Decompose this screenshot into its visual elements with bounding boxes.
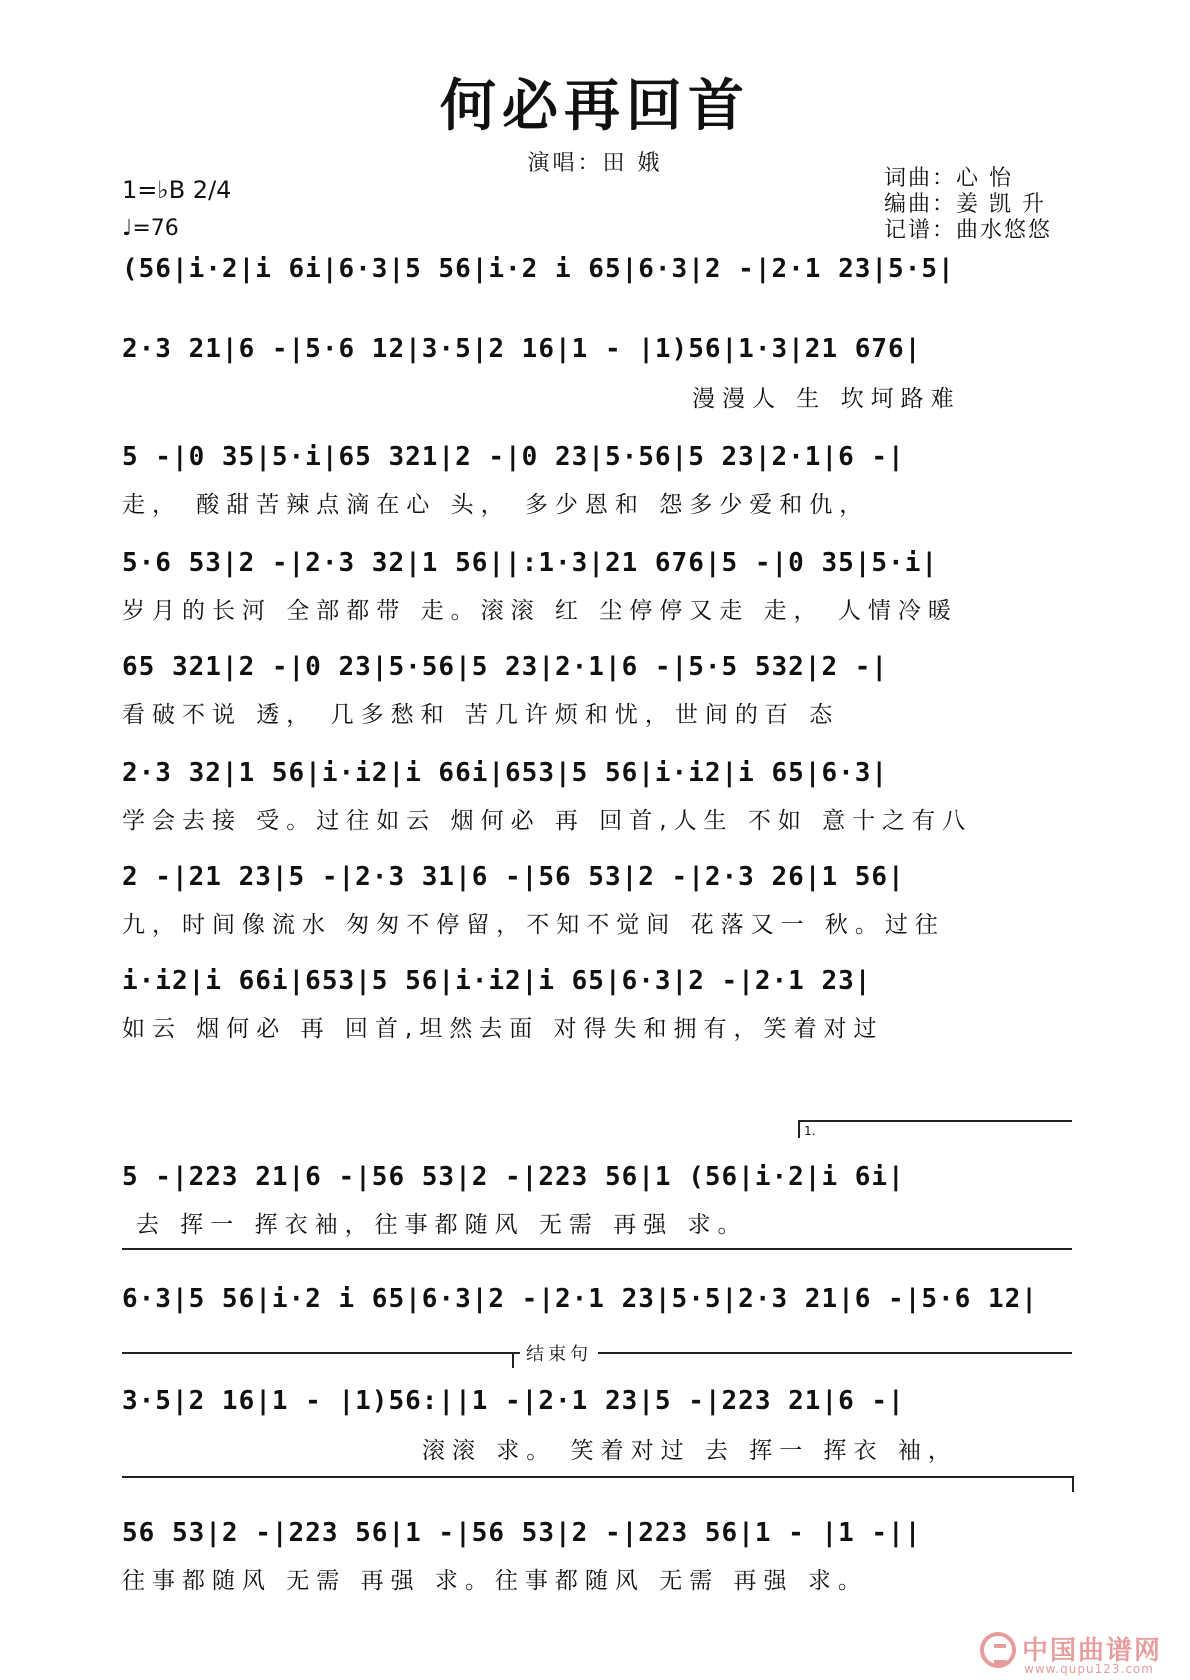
- volta-bracket-edge: [798, 1120, 800, 1138]
- notation-row: 2·3 21|6 -|5·6 12|3·5|2 16|1 - |1)56|1·3|21 676|: [122, 334, 922, 364]
- notation-row: 2·3 32|1 56|i·i2|i 66i|653|5 56|i·i2|i 65|6·3|: [122, 758, 889, 788]
- key-signature: 1=♭B 2/4: [122, 176, 232, 204]
- section-divider: [122, 1476, 1072, 1478]
- notation-row: i·i2|i 66i|653|5 56|i·i2|i 65|6·3|2 -|2·1 23|: [122, 966, 872, 996]
- lyric-row: 看破不说 透， 几多愁和 苦几许烦和忧，世间的百 态: [122, 702, 840, 728]
- lyric-row: 去 挥一 挥衣袖，往事都随风 无需 再强 求。: [136, 1212, 748, 1238]
- ending-section-label: 结束句: [520, 1340, 598, 1366]
- notation-row: 5 -|0 35|5·i|65 321|2 -|0 23|5·56|5 23|2·1|6 -|: [122, 442, 905, 472]
- tempo-marking: ♩=76: [122, 216, 179, 241]
- notation-row: 3·5|2 16|1 - |1)56:||1 -|2·1 23|5 -|223 21|6 -|: [122, 1386, 905, 1416]
- credits-block: [884, 166, 1052, 244]
- lyric-row: 往事都随风 无需 再强 求。往事都随风 无需 再强 求。: [122, 1568, 868, 1594]
- site-watermark: [980, 1630, 1185, 1676]
- first-ending-label: 1.: [804, 1124, 816, 1138]
- notation-row: 6·3|5 56|i·2 i 65|6·3|2 -|2·1 23|5·5|2·3 21|6 -|5·6 12|: [122, 1284, 1038, 1314]
- lyric-row: 滚滚 求。 笑着对过 去 挥一 挥衣 袖，: [422, 1438, 958, 1464]
- coda-line-left: [122, 1352, 512, 1354]
- volta-bracket: [798, 1120, 1072, 1122]
- lyric-row: 岁月的长河 全部都带 走。滚滚 红 尘停停又走 走， 人情冷暖: [122, 598, 958, 624]
- site-logo-icon: [980, 1632, 1016, 1668]
- credit-lyricist: 词曲：心 怡: [884, 166, 1013, 191]
- notation-row: 65 321|2 -|0 23|5·56|5 23|2·1|6 -|5·5 532|2 -|: [122, 652, 889, 682]
- credit-transcriber: 记谱：曲水悠悠: [884, 218, 1053, 243]
- lyric-row: 走， 酸甜苦辣点滴在心 头， 多少恩和 怨多少爱和仇，: [122, 492, 870, 518]
- watermark-text: 中国曲谱网: [1022, 1636, 1163, 1666]
- notation-row: (56|i·2|i 6i|6·3|5 56|i·2 i 65|6·3|2 -|2·1 23|5·5|: [122, 254, 955, 284]
- notation-row: 2 -|21 23|5 -|2·3 31|6 -|56 53|2 -|2·3 26|1 56|: [122, 862, 905, 892]
- credit-arranger: 编曲：姜 凯 升: [884, 192, 1046, 217]
- notation-row: 5 -|223 21|6 -|56 53|2 -|223 56|1 (56|i·2|i 6i|: [122, 1162, 905, 1192]
- coda-line-edge: [512, 1352, 514, 1368]
- lyric-row: 漫漫人 生 坎坷路难: [692, 386, 961, 412]
- section-divider: [122, 1248, 1072, 1250]
- lyric-row: 如云 烟何必 再 回首,坦然去面 对得失和拥有，笑着对过: [122, 1016, 884, 1042]
- song-title: 何必再回首: [440, 73, 750, 139]
- lyric-row: 学会去接 受。过往如云 烟何必 再 回首,人生 不如 意十之有八: [122, 808, 973, 834]
- section-divider-edge: [1072, 1476, 1074, 1492]
- singer-credit: 演唱：田 娥: [527, 151, 663, 176]
- lyric-row: 九，时间像流水 匆匆不停留，不知不觉间 花落又一 秋。过往: [122, 912, 945, 938]
- notation-row: 5·6 53|2 -|2·3 32|1 56||:1·3|21 676|5 -|0 35|5·i|: [122, 548, 939, 578]
- watermark-url: www.qupu123.com: [1024, 1662, 1154, 1676]
- notation-row: 56 53|2 -|223 56|1 -|56 53|2 -|223 56|1 - |1 -||: [122, 1518, 922, 1548]
